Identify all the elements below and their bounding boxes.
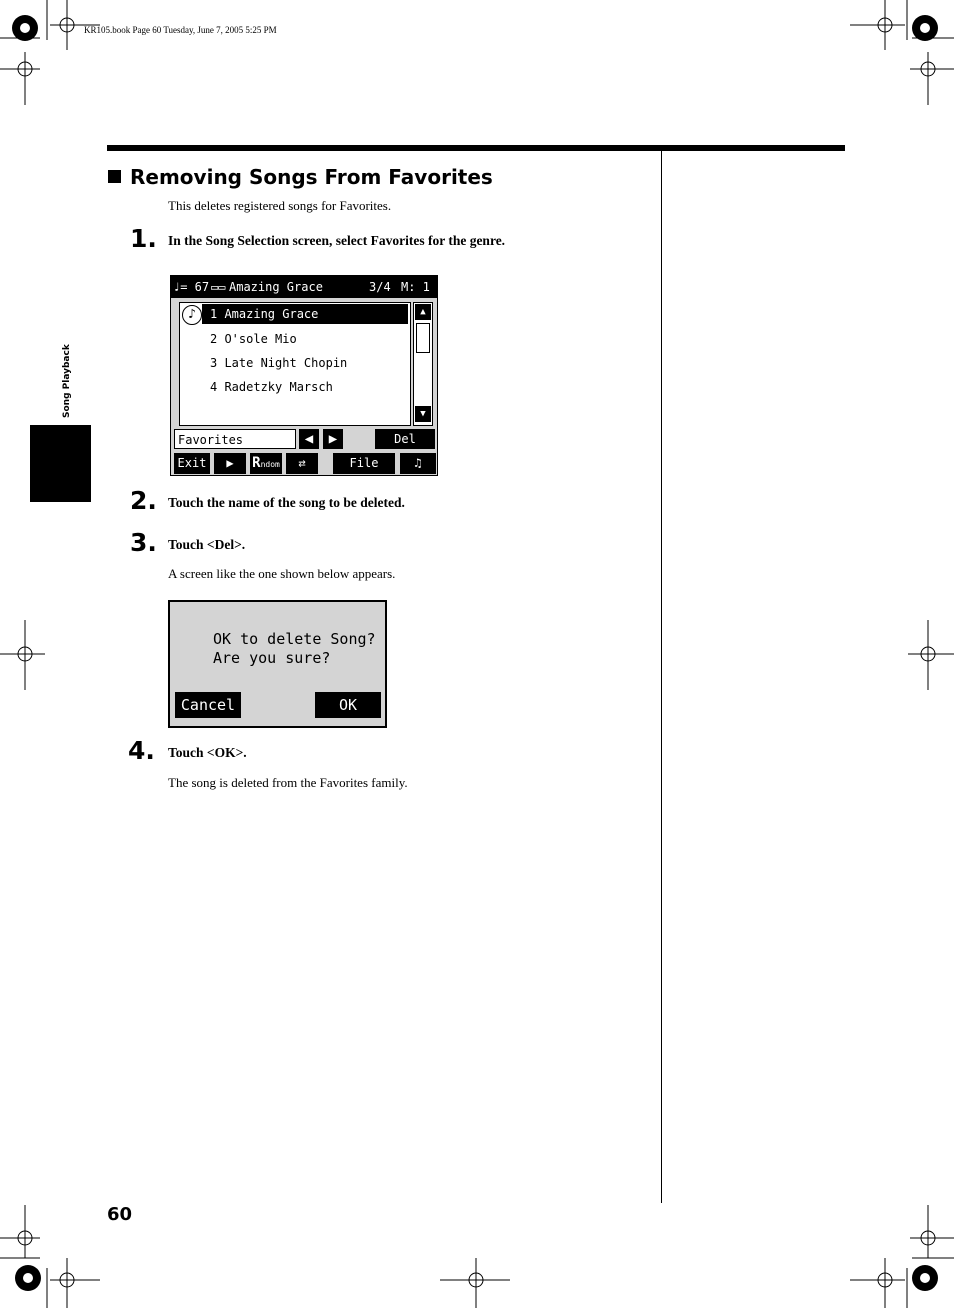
play-icon[interactable]: ▶	[214, 453, 246, 474]
step-text: Touch the name of the song to be deleted.	[168, 495, 405, 510]
section-title: Removing Songs From Favorites	[108, 165, 493, 189]
step-number: 1.	[130, 224, 157, 253]
square-bullet-icon	[108, 170, 121, 183]
confirm-message-line1: OK to delete Song?	[213, 630, 376, 648]
confirm-message-line2: Are you sure?	[213, 649, 331, 667]
step-text: Touch <Del>.	[168, 537, 246, 552]
top-rule	[107, 145, 845, 151]
song-list-item[interactable]: 3 Late Night Chopin	[210, 356, 348, 370]
song-list-item[interactable]: 2 O'sole Mio	[210, 332, 297, 346]
song-list	[179, 302, 411, 426]
scroll-down-icon[interactable]: ▼	[415, 406, 431, 422]
step-note: A screen like the one shown below appears.	[168, 566, 396, 581]
song-list-item[interactable]: 1 Amazing Grace	[202, 304, 408, 324]
music-rest-icon[interactable]: ♫	[400, 453, 436, 474]
section-intro: This deletes registered songs for Favorites.	[168, 198, 392, 213]
genre-field[interactable]: Favorites	[174, 429, 296, 449]
tempo-display: ♩= 67	[173, 280, 210, 294]
step-number: 2.	[130, 486, 157, 515]
random-button[interactable]: Rndom	[250, 453, 282, 474]
scroll-thumb[interactable]	[416, 323, 430, 353]
section-tab	[30, 425, 91, 502]
genre-prev-icon[interactable]: ◀	[299, 429, 319, 449]
measure-display: M: 1	[401, 280, 430, 294]
del-button[interactable]: Del	[375, 429, 435, 449]
genre-next-icon[interactable]: ▶	[323, 429, 343, 449]
exit-button[interactable]: Exit	[174, 453, 210, 474]
ok-button[interactable]: OK	[315, 692, 381, 718]
cancel-button[interactable]: Cancel	[175, 692, 241, 718]
song-list-scrollbar[interactable]	[413, 302, 433, 426]
scroll-up-icon[interactable]: ▲	[415, 304, 431, 320]
music-note-icon: ♪	[182, 305, 202, 325]
song-list-item[interactable]: 4 Radetzky Marsch	[210, 380, 333, 394]
song-selection-screen	[170, 275, 438, 476]
column-rule	[661, 151, 662, 1203]
file-button[interactable]: File	[333, 453, 395, 474]
screen-title-bar	[171, 276, 437, 298]
book-icon: ▭▭	[211, 280, 226, 294]
step-note: The song is deleted from the Favorites family.	[168, 775, 408, 790]
file-header-info: KR105.book Page 60 Tuesday, June 7, 2005 5:25 PM	[84, 25, 277, 35]
step-text: In the Song Selection screen, select Favorites for the genre.	[168, 233, 506, 248]
current-song-title: Amazing Grace	[229, 280, 323, 294]
repeat-icon[interactable]: ⇄	[286, 453, 318, 474]
step-number: 4.	[128, 736, 155, 765]
page-number: 60	[107, 1204, 133, 1225]
step-text: Touch <OK>.	[168, 745, 247, 760]
delete-confirm-dialog	[168, 600, 387, 728]
step-number: 3.	[130, 528, 157, 557]
beat-display: 3/4	[369, 280, 391, 294]
side-section-label: Song Playback	[62, 344, 72, 418]
